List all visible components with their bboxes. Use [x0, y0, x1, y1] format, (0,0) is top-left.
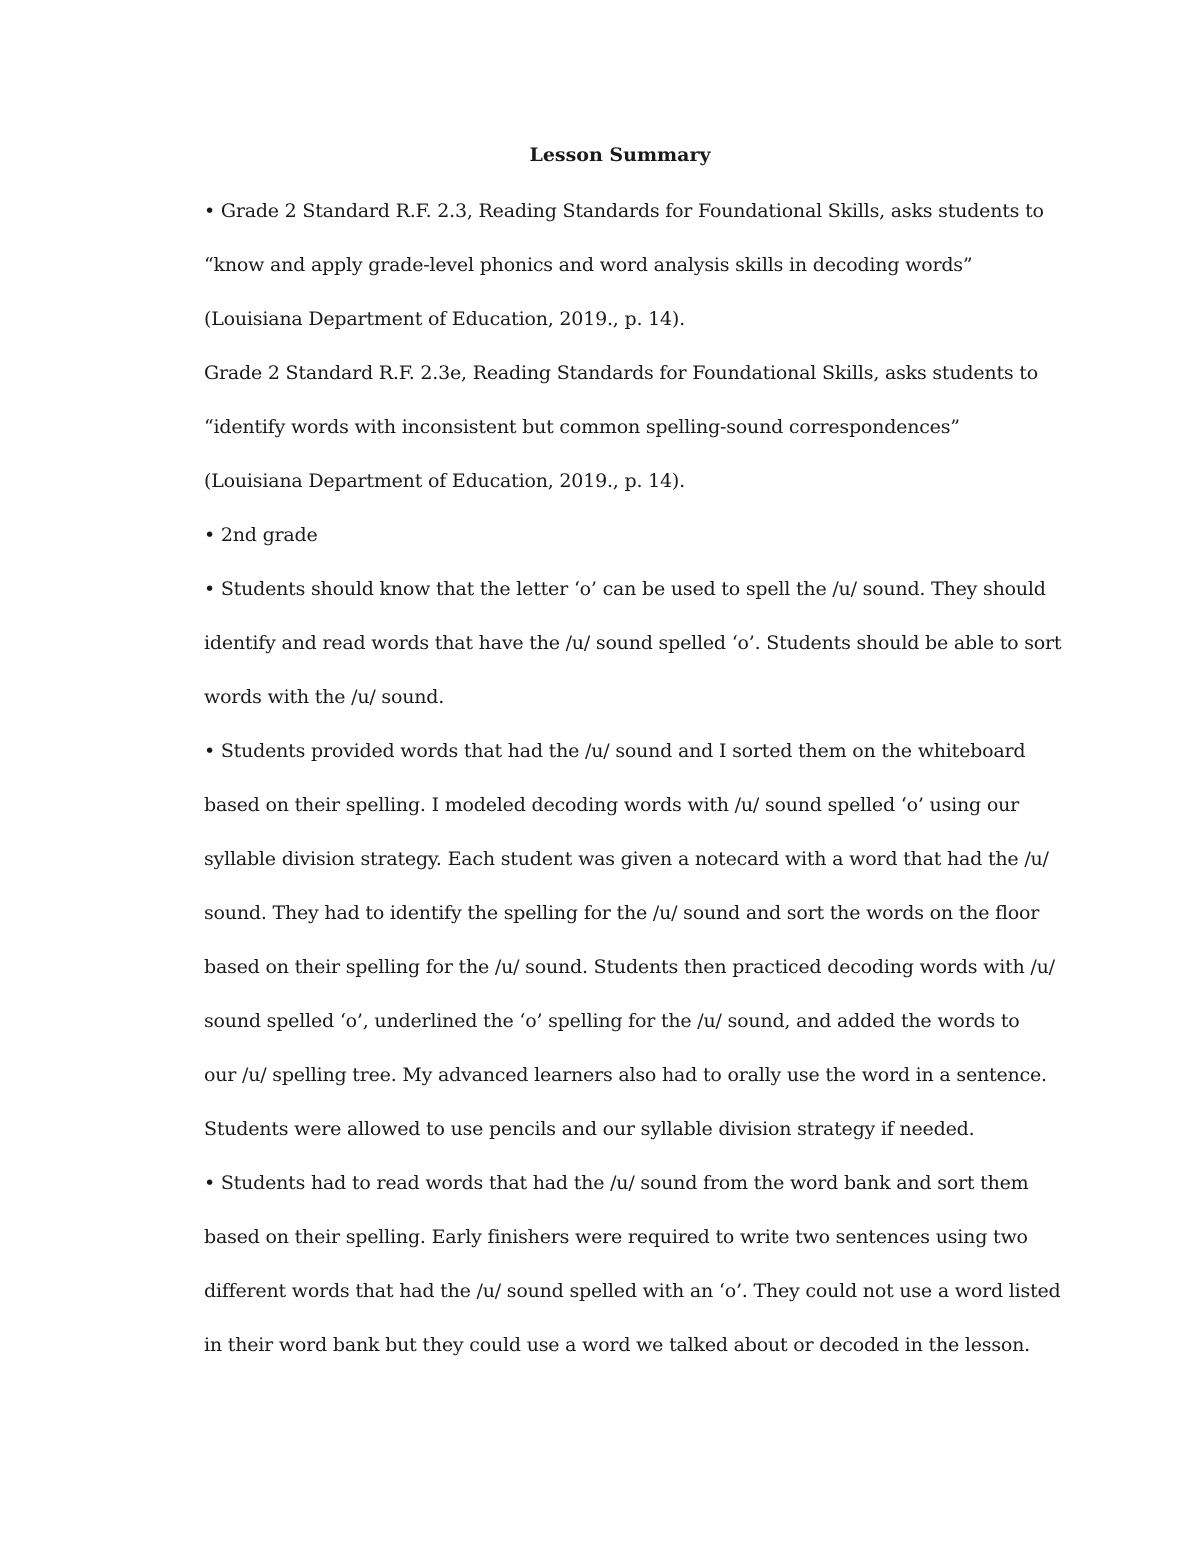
text-line: (Louisiana Department of Education, 2019., p. 14). [204, 470, 685, 492]
text-line: syllable division strategy. Each student was given a notecard with a word that had the /u/ [204, 848, 1049, 870]
text-line: • Grade 2 Standard R.F. 2.3, Reading Standards for Foundational Skills, asks students to [204, 200, 1044, 222]
page-title: Lesson Summary [529, 144, 711, 166]
text-line: based on their spelling for the /u/ sound. Students then practiced decoding words with /u/ [204, 956, 1055, 978]
text-line: different words that had the /u/ sound spelled with an ‘o’. They could not use a word listed [204, 1280, 1061, 1302]
text-line: our /u/ spelling tree. My advanced learners also had to orally use the word in a sentence. [204, 1064, 1047, 1086]
text-line: “know and apply grade-level phonics and word analysis skills in decoding words” [204, 254, 973, 276]
text-line: Students were allowed to use pencils and our syllable division strategy if needed. [204, 1118, 975, 1140]
text-line: based on their spelling. I modeled decoding words with /u/ sound spelled ‘o’ using our [204, 794, 1019, 816]
text-line: • Students provided words that had the /u/ sound and I sorted them on the whiteboard [204, 740, 1026, 762]
text-line: • 2nd grade [204, 524, 318, 546]
text-line: (Louisiana Department of Education, 2019., p. 14). [204, 308, 685, 330]
text-line: based on their spelling. Early finishers were required to write two sentences using two [204, 1226, 1028, 1248]
text-line: words with the /u/ sound. [204, 686, 445, 708]
text-line: sound spelled ‘o’, underlined the ‘o’ spelling for the /u/ sound, and added the words to [204, 1010, 1020, 1032]
text-line: sound. They had to identify the spelling for the /u/ sound and sort the words on the floor [204, 902, 1040, 924]
text-line: • Students had to read words that had the /u/ sound from the word bank and sort them [204, 1172, 1029, 1194]
text-line: Grade 2 Standard R.F. 2.3e, Reading Standards for Foundational Skills, asks students to [204, 362, 1038, 384]
text-line: • Students should know that the letter ‘o’ can be used to spell the /u/ sound. They should [204, 578, 1046, 600]
text-line: identify and read words that have the /u/ sound spelled ‘o’. Students should be able to sort [204, 632, 1062, 654]
text-line: “identify words with inconsistent but common spelling-sound correspondences” [204, 416, 960, 438]
text-line: in their word bank but they could use a word we talked about or decoded in the lesson. [204, 1334, 1031, 1356]
